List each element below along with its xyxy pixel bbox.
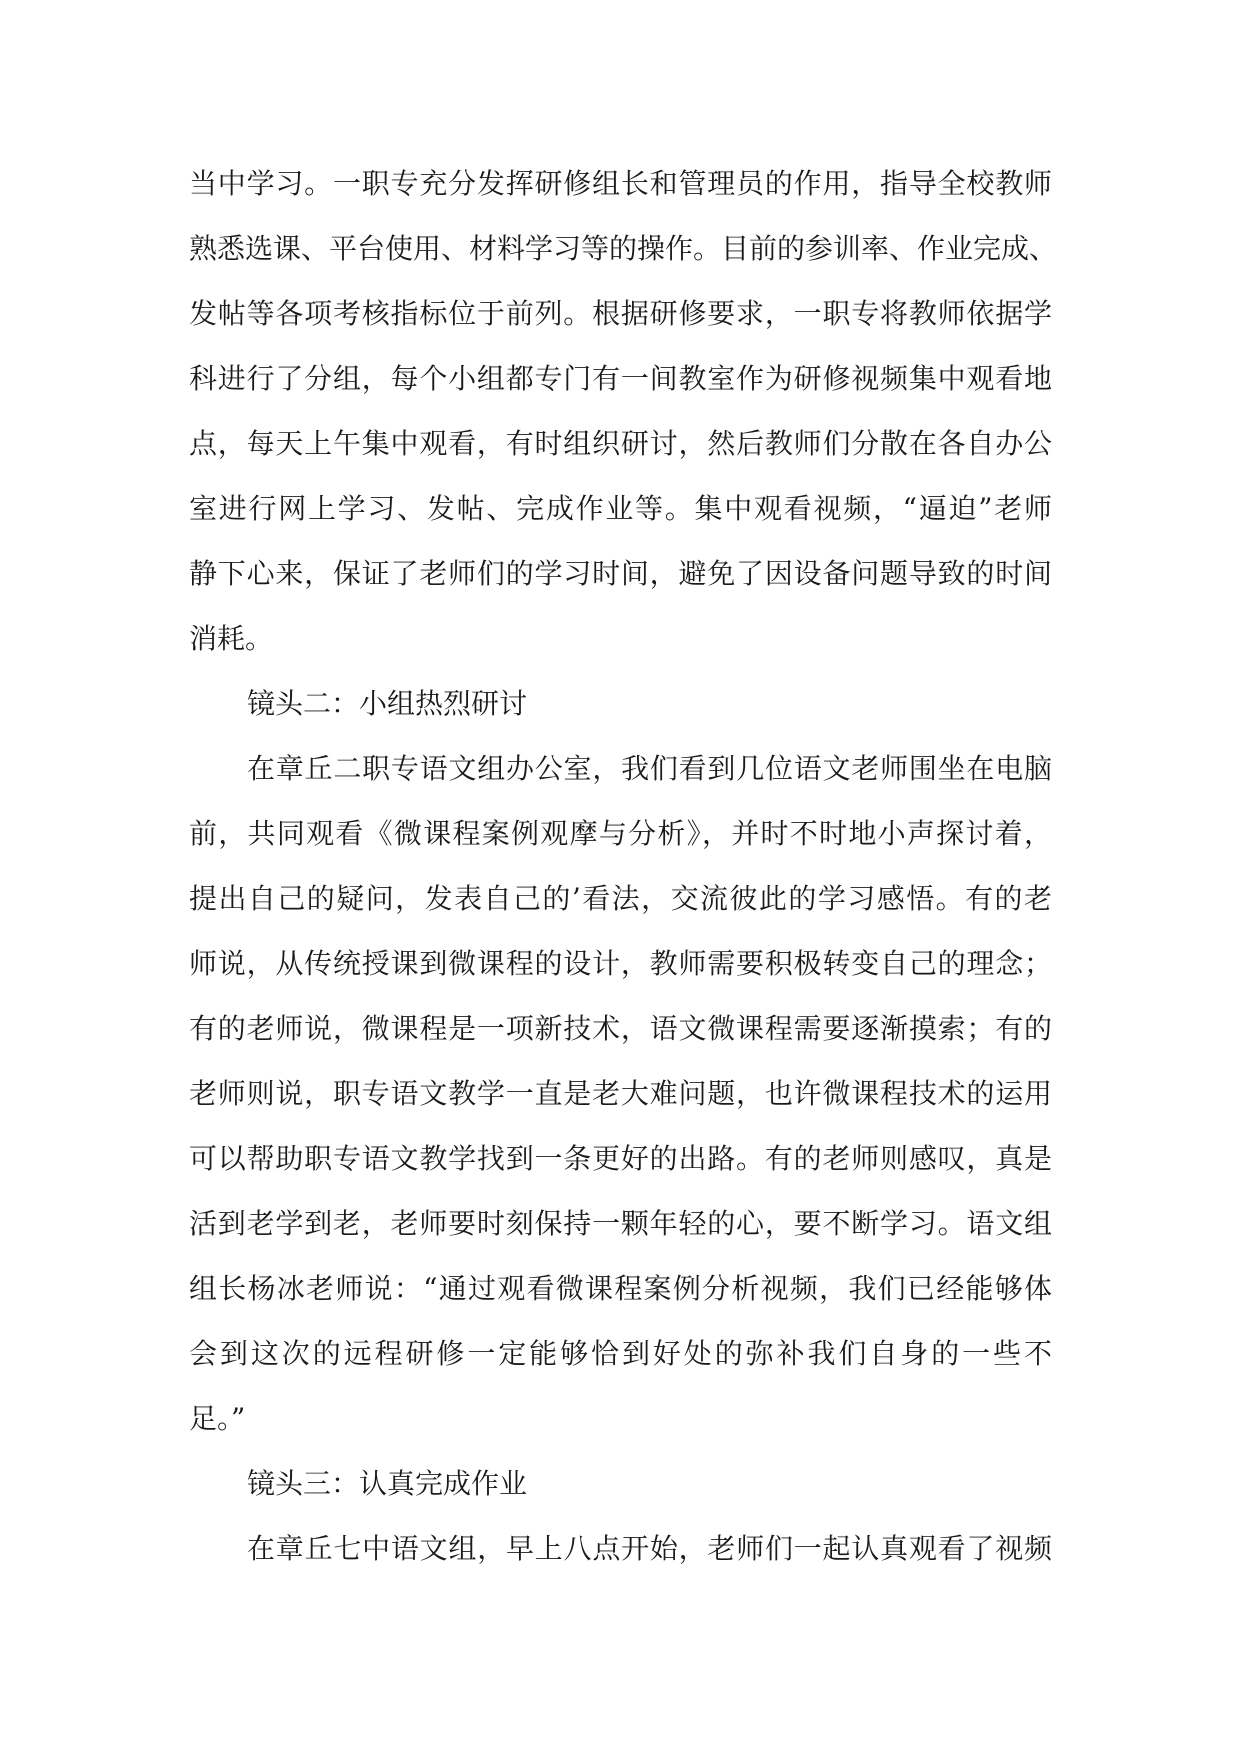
section-heading: 镜头三：认真完成作业 bbox=[247, 1467, 528, 1500]
paragraph-line: 当中学习。一职专充分发挥研修组长和管理员的作用，指导全校教师 bbox=[189, 167, 1052, 200]
paragraph-line: 发帖等各项考核指标位于前列。根据研修要求，一职专将教师依据学 bbox=[189, 297, 1052, 330]
paragraph-line: 在章丘二职专语文组办公室，我们看到几位语文老师围坐在电脑 bbox=[247, 752, 1052, 785]
paragraph-line: 在章丘七中语文组，早上八点开始，老师们一起认真观看了视频 bbox=[247, 1532, 1052, 1565]
paragraph-line: 有的老师说，微课程是一项新技术，语文微课程需要逐渐摸索；有的 bbox=[189, 1012, 1052, 1045]
paragraph-line: 科进行了分组，每个小组都专门有一间教室作为研修视频集中观看地 bbox=[189, 362, 1052, 395]
paragraph-line: 消耗。 bbox=[189, 622, 274, 655]
paragraph-line: 会到这次的远程研修一定能够恰到好处的弥补我们自身的一些不 bbox=[189, 1337, 1052, 1370]
paragraph-line: 前，共同观看《微课程案例观摩与分析》，并时不时地小声探讨着， bbox=[189, 817, 1052, 850]
paragraph-line: 老师则说，职专语文教学一直是老大难问题，也许微课程技术的运用 bbox=[189, 1077, 1052, 1110]
paragraph-line: 静下心来，保证了老师们的学习时间，避免了因设备问题导致的时间 bbox=[189, 557, 1052, 590]
document-body bbox=[189, 151, 1058, 1581]
paragraph-line: 师说，从传统授课到微课程的设计，教师需要积极转变自己的理念； bbox=[189, 947, 1052, 980]
paragraph-line: 提出自己的疑问，发表自己的’看法，交流彼此的学习感悟。有的老 bbox=[189, 882, 1052, 915]
paragraph-line: 室进行网上学习、发帖、完成作业等。集中观看视频，“逼迫”老师 bbox=[189, 492, 1052, 525]
section-heading: 镜头二：小组热烈研讨 bbox=[247, 687, 528, 720]
paragraph-line: 足。” bbox=[189, 1402, 246, 1435]
paragraph-line: 点，每天上午集中观看，有时组织研讨，然后教师们分散在各自办公 bbox=[189, 427, 1052, 460]
paragraph-line: 可以帮助职专语文教学找到一条更好的出路。有的老师则感叹，真是 bbox=[189, 1142, 1052, 1175]
paragraph-line: 组长杨冰老师说：“通过观看微课程案例分析视频，我们已经能够体 bbox=[189, 1272, 1052, 1305]
paragraph-line: 熟悉选课、平台使用、材料学习等的操作。目前的参训率、作业完成、 bbox=[189, 232, 1058, 265]
paragraph-line: 活到老学到老，老师要时刻保持一颗年轻的心，要不断学习。语文组 bbox=[189, 1207, 1052, 1240]
